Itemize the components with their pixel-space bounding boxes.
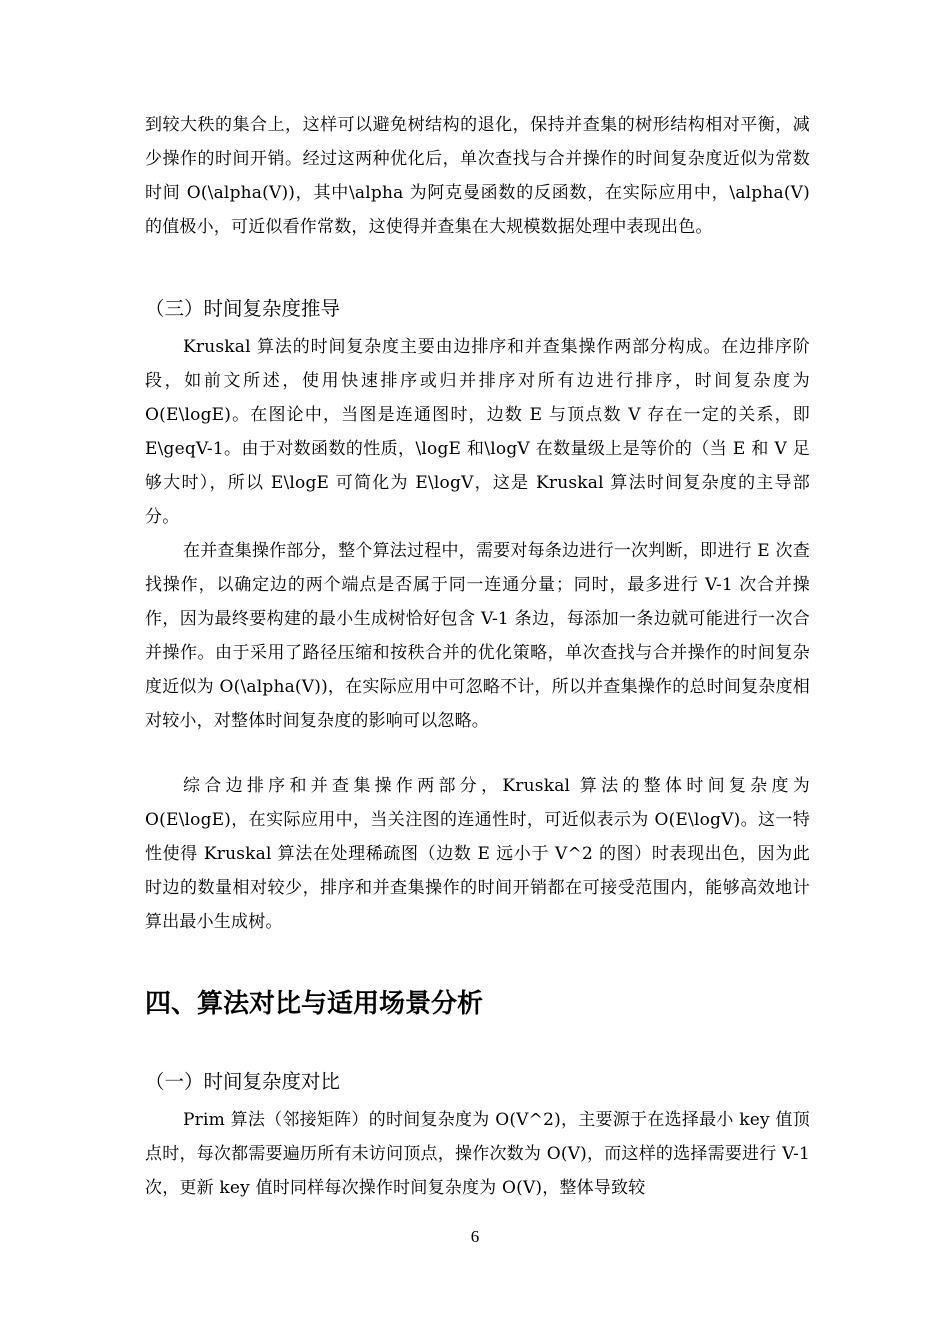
- page-number: 6: [470, 1227, 480, 1246]
- paragraph-kruskal-sorting: Kruskal 算法的时间复杂度主要由边排序和并查集操作两部分构成。在边排序阶段，如前文所述，使用快速排序或归并排序对所有边进行排序，时间复杂度为 O(E\logE)。在图论中，当图是连通图时，边数 E 与顶点数 V 存在一定的关系，即 E\geqV-1。由于对数函数的性质，\logE 和\logV 在数量级上是等价的（当 E 和 V 足够大时），所以 E\logE 可简化为 E\logV，这是 Kruskal 算法时间复杂度的主导部分。: [145, 337, 810, 527]
- paragraph-prim-complexity: Prim 算法（邻接矩阵）的时间复杂度为 O(V^2)，主要源于在选择最小 key 值顶点时，每次都需要遍历所有未访问顶点，操作次数为 O(V)，而这样的选择需要进行 V-1 次，更新 key 值时同样每次操作时间复杂度为 O(V)，整体导致较: [145, 1110, 810, 1198]
- paragraph-kruskal-overall: 综合边排序和并查集操作两部分，Kruskal 算法的整体时间复杂度为 O(E\logE)，在实际应用中，当关注图的连通性时，可近似表示为 O(E\logV)。这一特性使得 Kruskal 算法在处理稀疏图（边数 E 远小于 V^2 的图）时表现出色，因为此时边的数量相对较少，排序和并查集操作的时间开销都在可接受范围内，能够高效地计算出最小生成树。: [145, 776, 810, 932]
- section-heading-time-complexity-derivation: （三）时间复杂度推导: [145, 297, 341, 320]
- paragraph-union-find-operations: 在并查集操作部分，整个算法过程中，需要对每条边进行一次判断，即进行 E 次查找操作，以确定边的两个端点是否属于同一连通分量；同时，最多进行 V-1 次合并操作，因为最终要构建的最小生成树恰好包含 V-1 条边，每添加一条边就可能进行一次合并操作。由于采用了路径压缩和按秩合并的优化策略，单次查找与合并操作的时间复杂度近似为 O(\alpha(V))，在实际应用中可忽略不计，所以并查集操作的总时间复杂度相对较小，对整体时间复杂度的影响可以忽略。: [145, 541, 810, 731]
- chapter-heading-algorithm-comparison: 四、算法对比与适用场景分析: [145, 989, 484, 1019]
- paragraph-union-find-rank: 到较大秩的集合上，这样可以避免树结构的退化，保持并查集的树形结构相对平衡，减少操作的时间开销。经过这两种优化后，单次查找与合并操作的时间复杂度近似为常数时间 O(\alpha(V))，其中\alpha 为阿克曼函数的反函数，在实际应用中，\alpha(V)的值极小，可近似看作常数，这使得并查集在大规模数据处理中表现出色。: [145, 115, 810, 237]
- section-heading-time-complexity-comparison: （一）时间复杂度对比: [145, 1070, 341, 1093]
